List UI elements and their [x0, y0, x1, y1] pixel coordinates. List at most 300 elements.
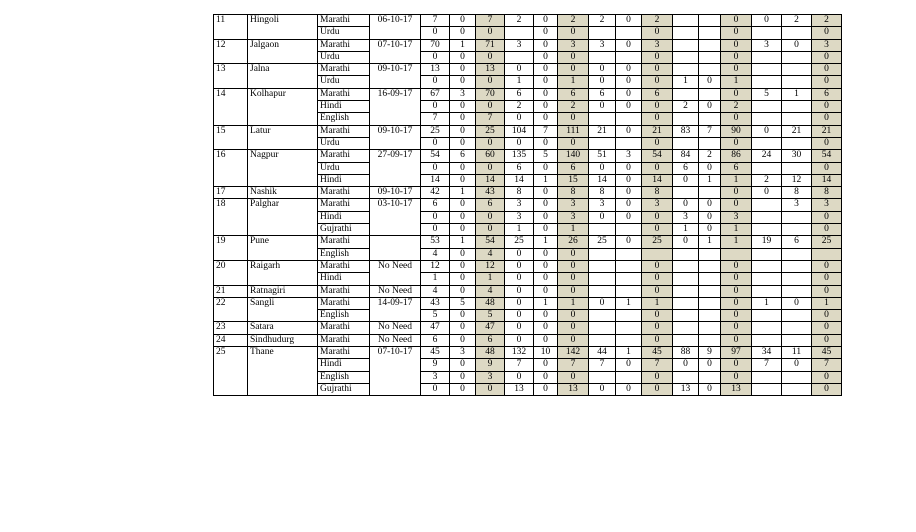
cell-c18: 0: [812, 51, 842, 63]
cell-date: 27-09-17: [370, 150, 421, 162]
cell-c17: 0: [782, 39, 812, 51]
cell-c8: 1: [534, 236, 558, 248]
cell-c9: 26: [558, 236, 589, 248]
cell-c18: 0: [812, 224, 842, 236]
cell-c16: [752, 137, 782, 149]
cell-c9: 13: [558, 383, 589, 395]
cell-c10: 6: [589, 88, 616, 100]
cell-c18: 6: [812, 88, 842, 100]
table-row: [214, 174, 842, 186]
cell-c18: 45: [812, 347, 842, 359]
cell-c16: [752, 199, 782, 211]
cell-c18: 0: [812, 334, 842, 346]
table-row: [214, 224, 842, 236]
table-row: [214, 359, 842, 371]
cell-c14: 0: [699, 199, 721, 211]
cell-c10: [589, 113, 616, 125]
cell-sno: [214, 27, 248, 39]
cell-c7: [505, 51, 534, 63]
cell-c7: 0: [505, 248, 534, 260]
cell-c16: 2: [752, 174, 782, 186]
cell-c10: 21: [589, 125, 616, 137]
cell-sno: 11: [214, 15, 248, 27]
cell-c14: [699, 113, 721, 125]
cell-c15: 0: [721, 273, 752, 285]
cell-date: 09-10-17: [370, 187, 421, 199]
cell-c9: 6: [558, 162, 589, 174]
cell-c17: 12: [782, 174, 812, 186]
cell-c11: 3: [616, 150, 642, 162]
cell-c5: 0: [450, 359, 476, 371]
cell-c18: [812, 248, 842, 260]
cell-c15: 0: [721, 15, 752, 27]
cell-c10: 8: [589, 187, 616, 199]
cell-c15: 0: [721, 39, 752, 51]
cell-c14: 0: [699, 359, 721, 371]
cell-c14: [699, 51, 721, 63]
cell-c11: [616, 137, 642, 149]
cell-district: [248, 76, 318, 88]
cell-c12: 25: [642, 236, 673, 248]
cell-c10: 25: [589, 236, 616, 248]
cell-c8: 0: [534, 224, 558, 236]
cell-c7: 0: [505, 297, 534, 309]
cell-c9: 0: [558, 310, 589, 322]
cell-c13: [673, 27, 699, 39]
cell-c9: 0: [558, 248, 589, 260]
cell-c11: 0: [616, 187, 642, 199]
cell-district: Palghar: [248, 199, 318, 211]
cell-c11: 0: [616, 125, 642, 137]
cell-c4: 47: [421, 322, 450, 334]
cell-c16: [752, 64, 782, 76]
cell-c17: [782, 137, 812, 149]
cell-c17: 6: [782, 236, 812, 248]
cell-c10: [589, 51, 616, 63]
cell-language: Marathi: [318, 334, 370, 346]
cell-c6: 0: [476, 383, 505, 395]
cell-c12: 0: [642, 371, 673, 383]
cell-c18: 0: [812, 371, 842, 383]
cell-c15: 1: [721, 224, 752, 236]
cell-c6: 1: [476, 273, 505, 285]
cell-c13: [673, 51, 699, 63]
cell-c9: 0: [558, 27, 589, 39]
cell-c4: 14: [421, 174, 450, 186]
cell-c15: 0: [721, 310, 752, 322]
cell-c17: 8: [782, 187, 812, 199]
cell-district: [248, 273, 318, 285]
cell-c10: [589, 310, 616, 322]
cell-language: English: [318, 248, 370, 260]
cell-c9: 3: [558, 39, 589, 51]
cell-c15: 0: [721, 260, 752, 272]
cell-language: Marathi: [318, 125, 370, 137]
cell-c16: [752, 273, 782, 285]
cell-language: Marathi: [318, 285, 370, 297]
cell-c14: [699, 137, 721, 149]
cell-c13: 88: [673, 347, 699, 359]
cell-c7: 3: [505, 199, 534, 211]
cell-c17: 3: [782, 199, 812, 211]
cell-c15: 0: [721, 359, 752, 371]
cell-c14: [699, 297, 721, 309]
cell-c14: 1: [699, 236, 721, 248]
cell-c15: 6: [721, 162, 752, 174]
table-row: [214, 248, 842, 260]
cell-c15: 97: [721, 347, 752, 359]
cell-language: Urdu: [318, 27, 370, 39]
cell-c10: 0: [589, 162, 616, 174]
table-row: [214, 64, 842, 76]
cell-c11: [616, 27, 642, 39]
cell-c11: [616, 285, 642, 297]
cell-c10: 2: [589, 15, 616, 27]
cell-c9: 1: [558, 224, 589, 236]
cell-c10: 0: [589, 101, 616, 113]
cell-c4: 42: [421, 187, 450, 199]
cell-c9: 2: [558, 101, 589, 113]
cell-c18: 0: [812, 101, 842, 113]
cell-c6: 25: [476, 125, 505, 137]
table-row: [214, 187, 842, 199]
cell-c9: 0: [558, 334, 589, 346]
cell-c14: [699, 371, 721, 383]
cell-c16: 19: [752, 236, 782, 248]
cell-date: [370, 236, 421, 248]
cell-c5: 0: [450, 174, 476, 186]
cell-c4: 3: [421, 371, 450, 383]
table-row: [214, 383, 842, 395]
cell-c6: 3: [476, 371, 505, 383]
cell-c18: 7: [812, 359, 842, 371]
cell-c16: 7: [752, 359, 782, 371]
cell-c12: 7: [642, 359, 673, 371]
cell-c17: [782, 101, 812, 113]
cell-c9: 0: [558, 51, 589, 63]
cell-c15: 0: [721, 322, 752, 334]
table-row: [214, 297, 842, 309]
cell-c4: 12: [421, 260, 450, 272]
cell-date: [370, 359, 421, 371]
cell-c17: [782, 224, 812, 236]
cell-c5: 0: [450, 211, 476, 223]
cell-c17: 0: [782, 297, 812, 309]
cell-c8: 0: [534, 39, 558, 51]
cell-c4: 25: [421, 125, 450, 137]
cell-c9: 3: [558, 199, 589, 211]
cell-c10: [589, 224, 616, 236]
cell-sno: [214, 248, 248, 260]
cell-c12: 0: [642, 383, 673, 395]
cell-c16: [752, 101, 782, 113]
cell-c12: 1: [642, 297, 673, 309]
cell-language: Marathi: [318, 297, 370, 309]
cell-c15: 2: [721, 101, 752, 113]
cell-c13: [673, 15, 699, 27]
cell-c6: 14: [476, 174, 505, 186]
cell-c17: [782, 273, 812, 285]
cell-c17: 0: [782, 359, 812, 371]
cell-c5: 0: [450, 51, 476, 63]
cell-c14: 0: [699, 76, 721, 88]
cell-date: 14-09-17: [370, 297, 421, 309]
cell-c14: [699, 88, 721, 100]
cell-c13: [673, 39, 699, 51]
cell-c11: 0: [616, 174, 642, 186]
cell-c5: 0: [450, 260, 476, 272]
cell-c5: 0: [450, 76, 476, 88]
cell-language: Marathi: [318, 15, 370, 27]
cell-c17: [782, 113, 812, 125]
cell-c10: [589, 371, 616, 383]
cell-c11: [616, 322, 642, 334]
cell-c6: 5: [476, 310, 505, 322]
cell-c18: 0: [812, 76, 842, 88]
table-row: [214, 273, 842, 285]
cell-c6: 48: [476, 347, 505, 359]
cell-c10: 7: [589, 359, 616, 371]
cell-c12: 2: [642, 15, 673, 27]
cell-c15: 0: [721, 334, 752, 346]
cell-c18: 3: [812, 199, 842, 211]
cell-c8: 0: [534, 334, 558, 346]
cell-sno: [214, 51, 248, 63]
cell-date: 03-10-17: [370, 199, 421, 211]
cell-c15: 1: [721, 76, 752, 88]
cell-c16: [752, 113, 782, 125]
cell-c16: [752, 322, 782, 334]
cell-language: Marathi: [318, 150, 370, 162]
cell-c15: [721, 248, 752, 260]
cell-c5: 3: [450, 88, 476, 100]
cell-c10: 0: [589, 383, 616, 395]
cell-c13: [673, 137, 699, 149]
cell-c14: 2: [699, 150, 721, 162]
cell-district: [248, 51, 318, 63]
cell-c12: 0: [642, 113, 673, 125]
table-row: [214, 211, 842, 223]
cell-c7: 132: [505, 347, 534, 359]
cell-c16: [752, 211, 782, 223]
cell-c13: 1: [673, 76, 699, 88]
cell-c8: 0: [534, 310, 558, 322]
cell-c6: 0: [476, 101, 505, 113]
cell-c12: 0: [642, 285, 673, 297]
table-row: [214, 199, 842, 211]
cell-c7: 0: [505, 371, 534, 383]
cell-c8: 0: [534, 322, 558, 334]
cell-c12: 0: [642, 162, 673, 174]
cell-c4: 0: [421, 76, 450, 88]
cell-c18: 0: [812, 137, 842, 149]
cell-c7: 0: [505, 322, 534, 334]
table-row: [214, 285, 842, 297]
cell-c12: 14: [642, 174, 673, 186]
cell-c12: 0: [642, 51, 673, 63]
cell-c4: 70: [421, 39, 450, 51]
cell-c16: 1: [752, 297, 782, 309]
cell-c7: 14: [505, 174, 534, 186]
cell-c4: 45: [421, 347, 450, 359]
cell-date: 06-10-17: [370, 15, 421, 27]
cell-language: Hindi: [318, 101, 370, 113]
cell-language: Marathi: [318, 64, 370, 76]
cell-c18: 54: [812, 150, 842, 162]
cell-sno: 12: [214, 39, 248, 51]
cell-language: English: [318, 310, 370, 322]
cell-c14: [699, 64, 721, 76]
table-row: [214, 162, 842, 174]
cell-district: Sangli: [248, 297, 318, 309]
cell-district: Nashik: [248, 187, 318, 199]
table-row: [214, 310, 842, 322]
cell-c6: 4: [476, 248, 505, 260]
cell-c6: 0: [476, 137, 505, 149]
cell-c16: [752, 76, 782, 88]
cell-c9: 0: [558, 137, 589, 149]
cell-c15: 0: [721, 187, 752, 199]
cell-c13: [673, 113, 699, 125]
cell-c4: 5: [421, 310, 450, 322]
cell-c7: 0: [505, 113, 534, 125]
cell-c14: 7: [699, 125, 721, 137]
cell-c13: 0: [673, 174, 699, 186]
cell-language: Urdu: [318, 162, 370, 174]
cell-c17: [782, 371, 812, 383]
table-row: [214, 39, 842, 51]
cell-c5: 0: [450, 101, 476, 113]
cell-c17: [782, 260, 812, 272]
cell-district: [248, 224, 318, 236]
cell-c11: [616, 273, 642, 285]
cell-c13: 0: [673, 359, 699, 371]
cell-language: Hindi: [318, 174, 370, 186]
cell-c13: [673, 88, 699, 100]
cell-c13: [673, 285, 699, 297]
cell-c10: 0: [589, 297, 616, 309]
cell-c15: 13: [721, 383, 752, 395]
cell-c8: 0: [534, 51, 558, 63]
cell-c18: 0: [812, 211, 842, 223]
table-row: [214, 27, 842, 39]
cell-c18: 1: [812, 297, 842, 309]
cell-c4: 7: [421, 113, 450, 125]
data-sheet: [213, 14, 842, 396]
cell-c8: 0: [534, 273, 558, 285]
cell-sno: [214, 113, 248, 125]
cell-c6: 0: [476, 51, 505, 63]
cell-c11: 1: [616, 347, 642, 359]
cell-district: Satara: [248, 322, 318, 334]
cell-c9: 2: [558, 15, 589, 27]
cell-c8: 0: [534, 15, 558, 27]
cell-c13: [673, 260, 699, 272]
cell-c14: 0: [699, 224, 721, 236]
cell-district: Kolhapur: [248, 88, 318, 100]
cell-c16: [752, 224, 782, 236]
cell-c8: 5: [534, 150, 558, 162]
cell-c18: 0: [812, 162, 842, 174]
cell-c4: 1: [421, 273, 450, 285]
cell-c18: 21: [812, 125, 842, 137]
cell-c5: 0: [450, 162, 476, 174]
cell-c18: 25: [812, 236, 842, 248]
cell-date: No Need: [370, 334, 421, 346]
cell-sno: [214, 76, 248, 88]
cell-c7: 3: [505, 39, 534, 51]
cell-c17: [782, 383, 812, 395]
cell-c12: 0: [642, 76, 673, 88]
cell-c8: 0: [534, 248, 558, 260]
cell-date: [370, 174, 421, 186]
cell-c13: [673, 187, 699, 199]
cell-c9: 3: [558, 211, 589, 223]
cell-c17: [782, 334, 812, 346]
cell-c8: 0: [534, 359, 558, 371]
cell-c16: [752, 334, 782, 346]
cell-c6: 0: [476, 27, 505, 39]
cell-c4: 43: [421, 297, 450, 309]
cell-c4: 4: [421, 248, 450, 260]
cell-c8: 0: [534, 187, 558, 199]
cell-c5: 0: [450, 383, 476, 395]
cell-c5: 0: [450, 15, 476, 27]
cell-c13: [673, 310, 699, 322]
cell-c14: 0: [699, 162, 721, 174]
cell-c5: 0: [450, 334, 476, 346]
cell-c11: [616, 260, 642, 272]
cell-c9: 1: [558, 297, 589, 309]
cell-c12: 0: [642, 334, 673, 346]
cell-c5: 0: [450, 64, 476, 76]
cell-c12: 0: [642, 211, 673, 223]
cell-c6: 0: [476, 211, 505, 223]
cell-c14: [699, 310, 721, 322]
cell-c12: 0: [642, 101, 673, 113]
cell-c17: 21: [782, 125, 812, 137]
cell-c4: 0: [421, 51, 450, 63]
cell-c8: 0: [534, 64, 558, 76]
table-row: [214, 334, 842, 346]
cell-c13: [673, 297, 699, 309]
cell-c11: 0: [616, 88, 642, 100]
cell-c8: 0: [534, 162, 558, 174]
cell-c6: 6: [476, 199, 505, 211]
table-row: [214, 125, 842, 137]
cell-sno: 24: [214, 334, 248, 346]
cell-c13: 6: [673, 162, 699, 174]
cell-c9: 0: [558, 113, 589, 125]
cell-c7: 2: [505, 101, 534, 113]
cell-c5: 0: [450, 27, 476, 39]
cell-c8: 0: [534, 383, 558, 395]
cell-c10: [589, 285, 616, 297]
cell-c13: [673, 322, 699, 334]
cell-c14: [699, 187, 721, 199]
cell-district: [248, 211, 318, 223]
cell-c11: 0: [616, 199, 642, 211]
table-row: [214, 236, 842, 248]
cell-district: [248, 113, 318, 125]
cell-c11: [616, 310, 642, 322]
cell-c8: 0: [534, 27, 558, 39]
cell-c15: 0: [721, 371, 752, 383]
cell-c12: 54: [642, 150, 673, 162]
cell-c17: [782, 211, 812, 223]
cell-district: [248, 359, 318, 371]
table-row: [214, 150, 842, 162]
